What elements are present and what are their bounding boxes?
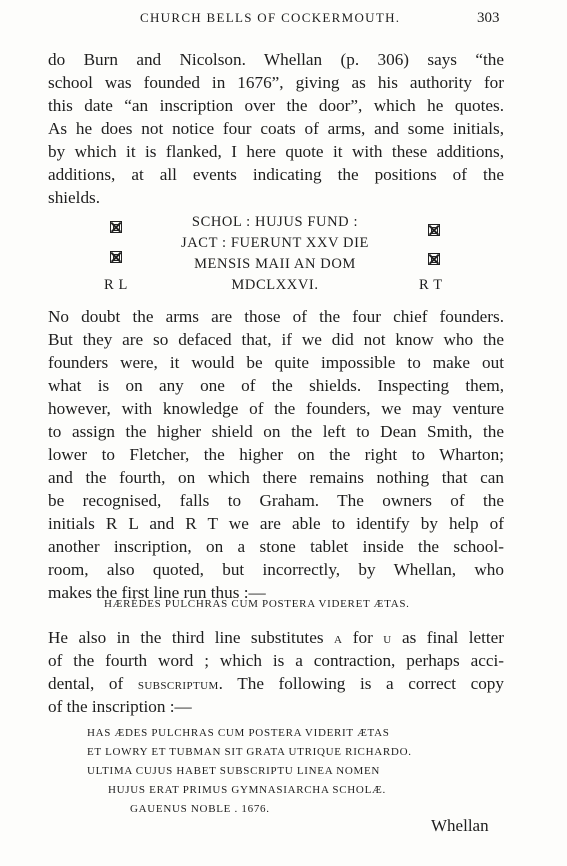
page-number: 303 — [477, 10, 500, 26]
text-line: founders were, it would be quite impossible to make out — [48, 353, 504, 372]
text-line: But they are so defaced that, if we did not know who the — [48, 330, 504, 349]
small-caps-word: subscriptum — [137, 677, 219, 693]
small-caps-word: a — [333, 631, 343, 647]
inscription-line: MENSIS MAII AN DOM — [194, 256, 356, 272]
shield-icon — [428, 224, 440, 236]
text-span: for — [342, 628, 384, 647]
text-line: school was founded in 1676”, giving as his authority for — [48, 73, 504, 92]
inscription-line: GAUENUS NOBLE . 1676. — [130, 803, 270, 815]
text-span: He also in the third line substitutes — [48, 628, 334, 647]
running-head: CHURCH BELLS OF COCKERMOUTH. — [140, 10, 401, 25]
text-line — [48, 674, 504, 695]
text-line: additions, at all events indicating the positions of the — [48, 165, 504, 184]
inscription-line: ET LOWRY ET TUBMAN SIT GRATA UTRIQUE RICHARDO. — [87, 746, 412, 758]
inscription-line: SCHOL : HUJUS FUND : — [191, 214, 359, 230]
text-line: As he does not notice four coats of arms, and some initials, — [48, 119, 504, 138]
shield-icon — [110, 251, 122, 263]
text-line: another inscription, on a stone tablet inside the school- — [48, 537, 504, 556]
text-line: and the fourth, on which there remains nothing that can — [48, 468, 504, 487]
whellan-quote: HÆRÉDES PULCHRAS CUM POSTERA VIDERET ÆTAS. — [104, 598, 410, 610]
shield-icon — [110, 221, 122, 233]
text-line: however, with knowledge of the founders, we may venture — [48, 399, 504, 418]
text-line: do Burn and Nicolson. Whellan (p. 306) says “the — [48, 50, 504, 69]
initials-right: R T — [419, 277, 443, 293]
text-line: No doubt the arms are those of the four chief founders. — [48, 307, 504, 326]
text-line: room, also quoted, but incorrectly, by Whellan, who — [48, 560, 504, 579]
text-line: of the fourth word ; which is a contraction, perhaps acci- — [48, 651, 504, 670]
text-line: lower to Fletcher, the higher on the right to Wharton; — [48, 445, 504, 464]
text-line: makes the first line run thus :— — [48, 583, 266, 602]
inscription-line: HAS ÆDES PULCHRAS CUM POSTERA VIDERIT ÆTAS — [87, 727, 390, 739]
text-line: of the inscription :— — [48, 697, 192, 716]
text-span: . The following is a correct copy — [218, 674, 504, 693]
text-line: to assign the higher shield on the left to Dean Smith, the — [48, 422, 504, 441]
inscription-line: ULTIMA CUJUS HABET SUBSCRIPTU LINEA NOMEN — [87, 765, 381, 777]
text-line: initials R L and R T we are able to identify by help of — [48, 514, 504, 533]
inscription-line: MDCLXXVI. — [231, 277, 319, 293]
shield-icon — [428, 253, 440, 265]
text-line: this date “an inscription over the door”, which he quotes. — [48, 96, 504, 115]
small-caps-word: u — [383, 631, 392, 647]
text-span: dental, of — [48, 674, 138, 693]
text-line: shields. — [48, 188, 101, 207]
text-line: by which it is flanked, I here quote it with these additions, — [48, 142, 504, 161]
text-span: as final letter — [391, 628, 505, 647]
text-line: what is on any one of the shields. Inspecting them, — [48, 376, 504, 395]
text-line — [48, 628, 504, 649]
signature-attribution: Whellan — [431, 816, 489, 835]
inscription-line: JACT : FUERUNT XXV DIE — [180, 235, 370, 251]
text-line: be recognised, falls to Graham. The owners of the — [48, 491, 504, 510]
initials-left: R L — [104, 277, 128, 293]
inscription-line: HUJUS ERAT PRIMUS GYMNASIARCHA SCHOLÆ. — [108, 784, 386, 796]
